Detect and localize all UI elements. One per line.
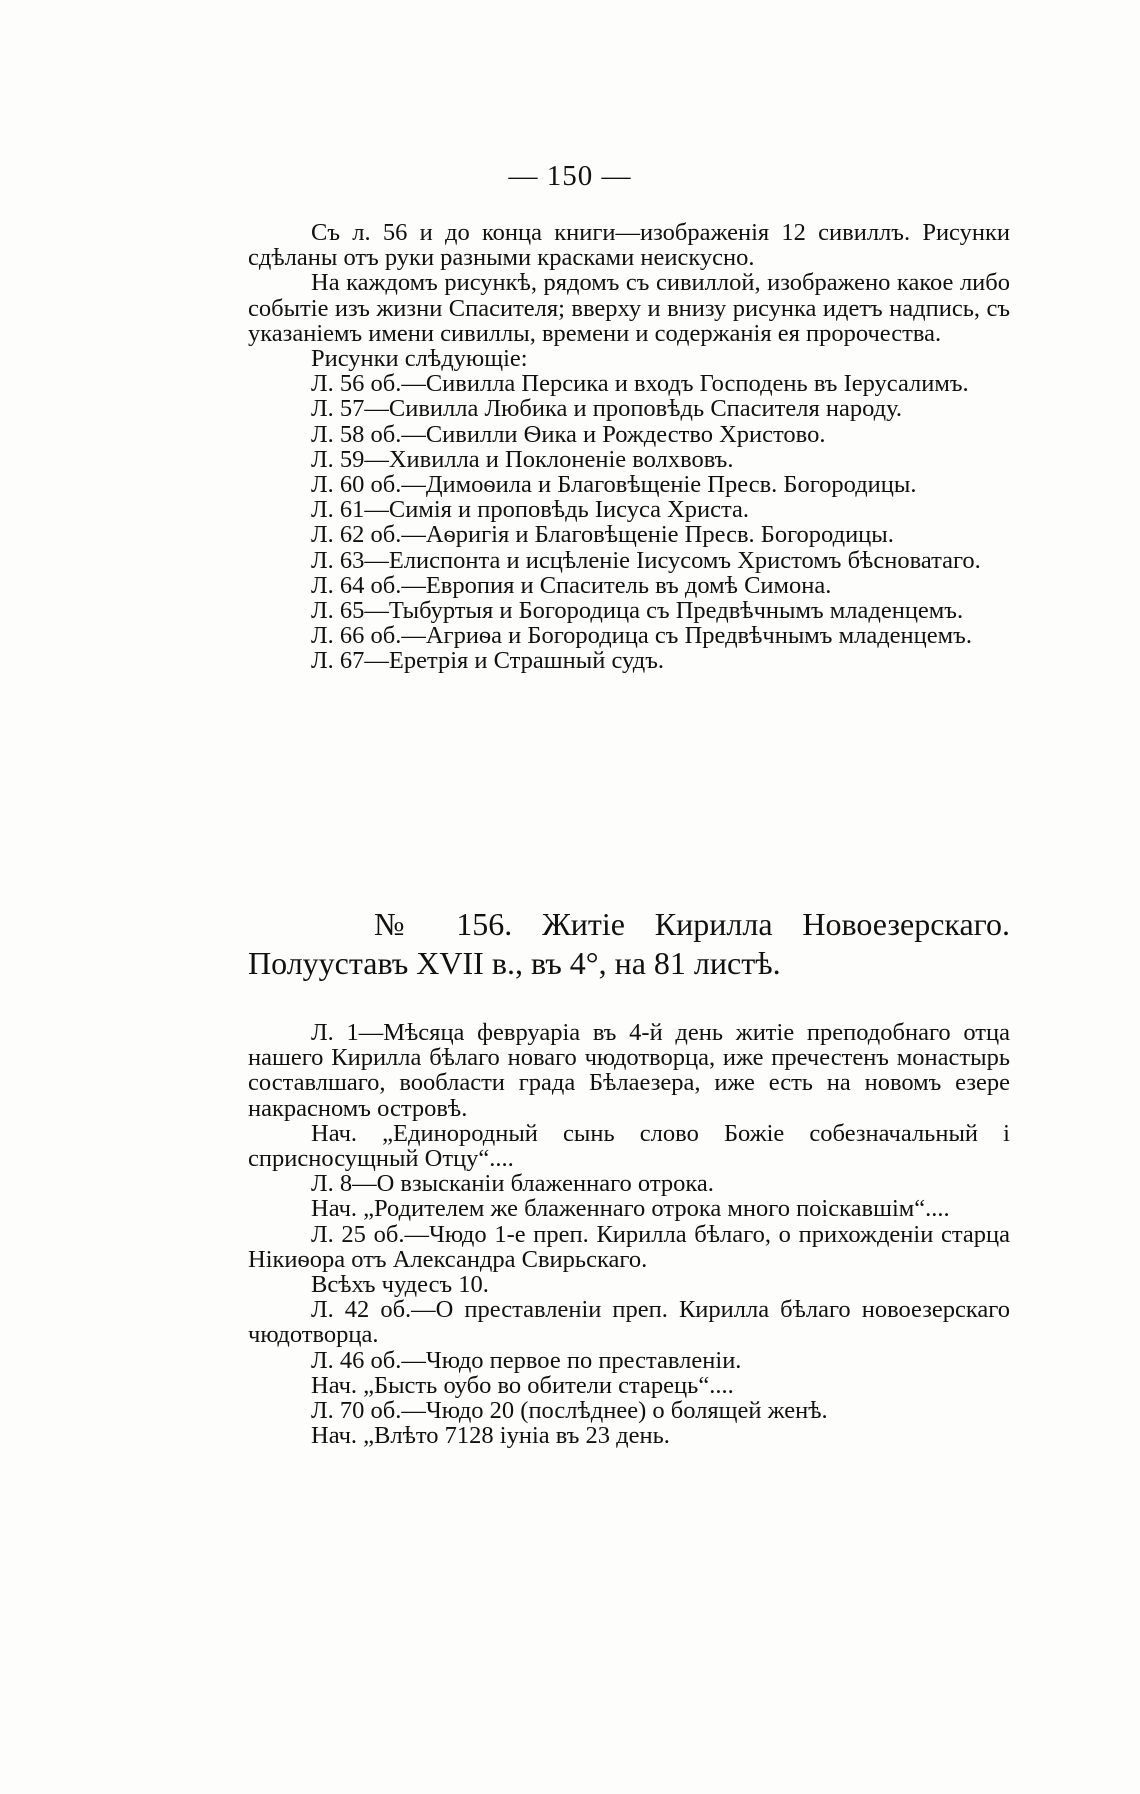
manuscript-heading: № 156. Житіе Кирилла Новоезерскаго. Полууставъ XVII в., въ 4°, на 81 листѣ.: [248, 906, 1010, 981]
contents-entry: Л. 46 об.—Чюдо первое по преставленіи.: [311, 1346, 742, 1374]
contents-entry: Нач. „Влѣто 7128 іуніа въ 23 день.: [311, 1422, 670, 1450]
drawing-entry: Л. 56 об.—Сивилла Персика и входъ Господень въ Іерусалимъ.: [311, 370, 969, 398]
contents-entry: Л. 1—Мѣсяца февруаріа въ 4-й день житіе преподобнаго отца нашего Кирилла бѣлаго новаго чюдотворца, иже пречестенъ монастырь составлшаго, вообласти града Бѣлаезера, иже есть на новомъ езере накрасномъ островѣ.: [248, 1019, 1010, 1122]
drawing-entry: Л. 67—Еретрія и Страшный судъ.: [311, 647, 664, 675]
intro-paragraph: Рисунки слѣдующіе:: [311, 345, 528, 373]
drawing-entry: Л. 59—Хивилла и Поклоненіе волхвовъ.: [311, 445, 734, 473]
contents-entry: Л. 8—О взысканіи блаженнаго отрока.: [311, 1170, 714, 1198]
intro-paragraph: На каждомъ рисункѣ, рядомъ съ сивиллой, изображено какое либо событіе изъ жизни Спасителя; вверху и внизу рисунка идетъ надпись, съ указаніемъ имени сивиллы, времени и содержанія ея пророчества.: [248, 269, 1010, 347]
drawing-entry: Л. 58 об.—Сивилли Ѳика и Рождество Христово.: [311, 420, 826, 448]
sibyl-drawings-section: [248, 220, 1010, 674]
contents-entry: Л. 70 об.—Чюдо 20 (послѣднее) о болящей женѣ.: [311, 1397, 828, 1425]
drawing-entry: Л. 57—Сивилла Любика и проповѣдь Спасителя народу.: [311, 395, 903, 423]
page-number: — 150 —: [508, 160, 632, 192]
contents-entry: Л. 25 об.—Чюдо 1-е преп. Кирилла бѣлаго, о прихожденіи старца Нікиѳора отъ Александра Свирьскаго.: [248, 1220, 1010, 1273]
drawing-entry: Л. 65—Тыбуртыя и Богородица съ Предвѣчнымъ младенцемъ.: [311, 597, 964, 625]
drawing-entry: Л. 60 об.—Димоѳила и Благовѣщеніе Пресв. Богородицы.: [311, 471, 917, 499]
drawing-entry: Л. 63—Елиспонта и исцѣленіе Іисусомъ Христомъ бѣсноватаго.: [311, 546, 981, 574]
drawing-entry: Л. 61—Симія и проповѣдь Іисуса Христа.: [311, 496, 750, 524]
intro-paragraph: Съ л. 56 и до конца книги—изображенія 12 сивиллъ. Рисунки сдѣланы отъ руки разными красками неискусно.: [248, 219, 1010, 272]
contents-entry: Нач. „Бысть оубо во обители старець“....: [311, 1371, 734, 1399]
contents-entry: Л. 42 об.—О преставленіи преп. Кирилла бѣлаго новоезерскаго чюдотворца.: [248, 1296, 1010, 1349]
drawing-entry: Л. 66 об.—Агриѳа и Богородица съ Предвѣчнымъ младенцемъ.: [311, 622, 972, 650]
contents-entry: Нач. „Родителем же блаженнаго отрока много поіскавшім“....: [311, 1195, 950, 1223]
contents-entry: Нач. „Единородный сынь слово Божіе собезначальный і сприсносущный Отцу“....: [248, 1119, 1010, 1173]
drawing-entry: Л. 62 об.—Аѳригія и Благовѣщеніе Пресв. Богородицы.: [311, 521, 894, 549]
manuscript-contents-section: [248, 1020, 1010, 1448]
drawing-entry: Л. 64 об.—Европия и Спаситель въ домѣ Симона.: [311, 571, 832, 599]
contents-entry: Всѣхъ чудесъ 10.: [311, 1271, 489, 1299]
